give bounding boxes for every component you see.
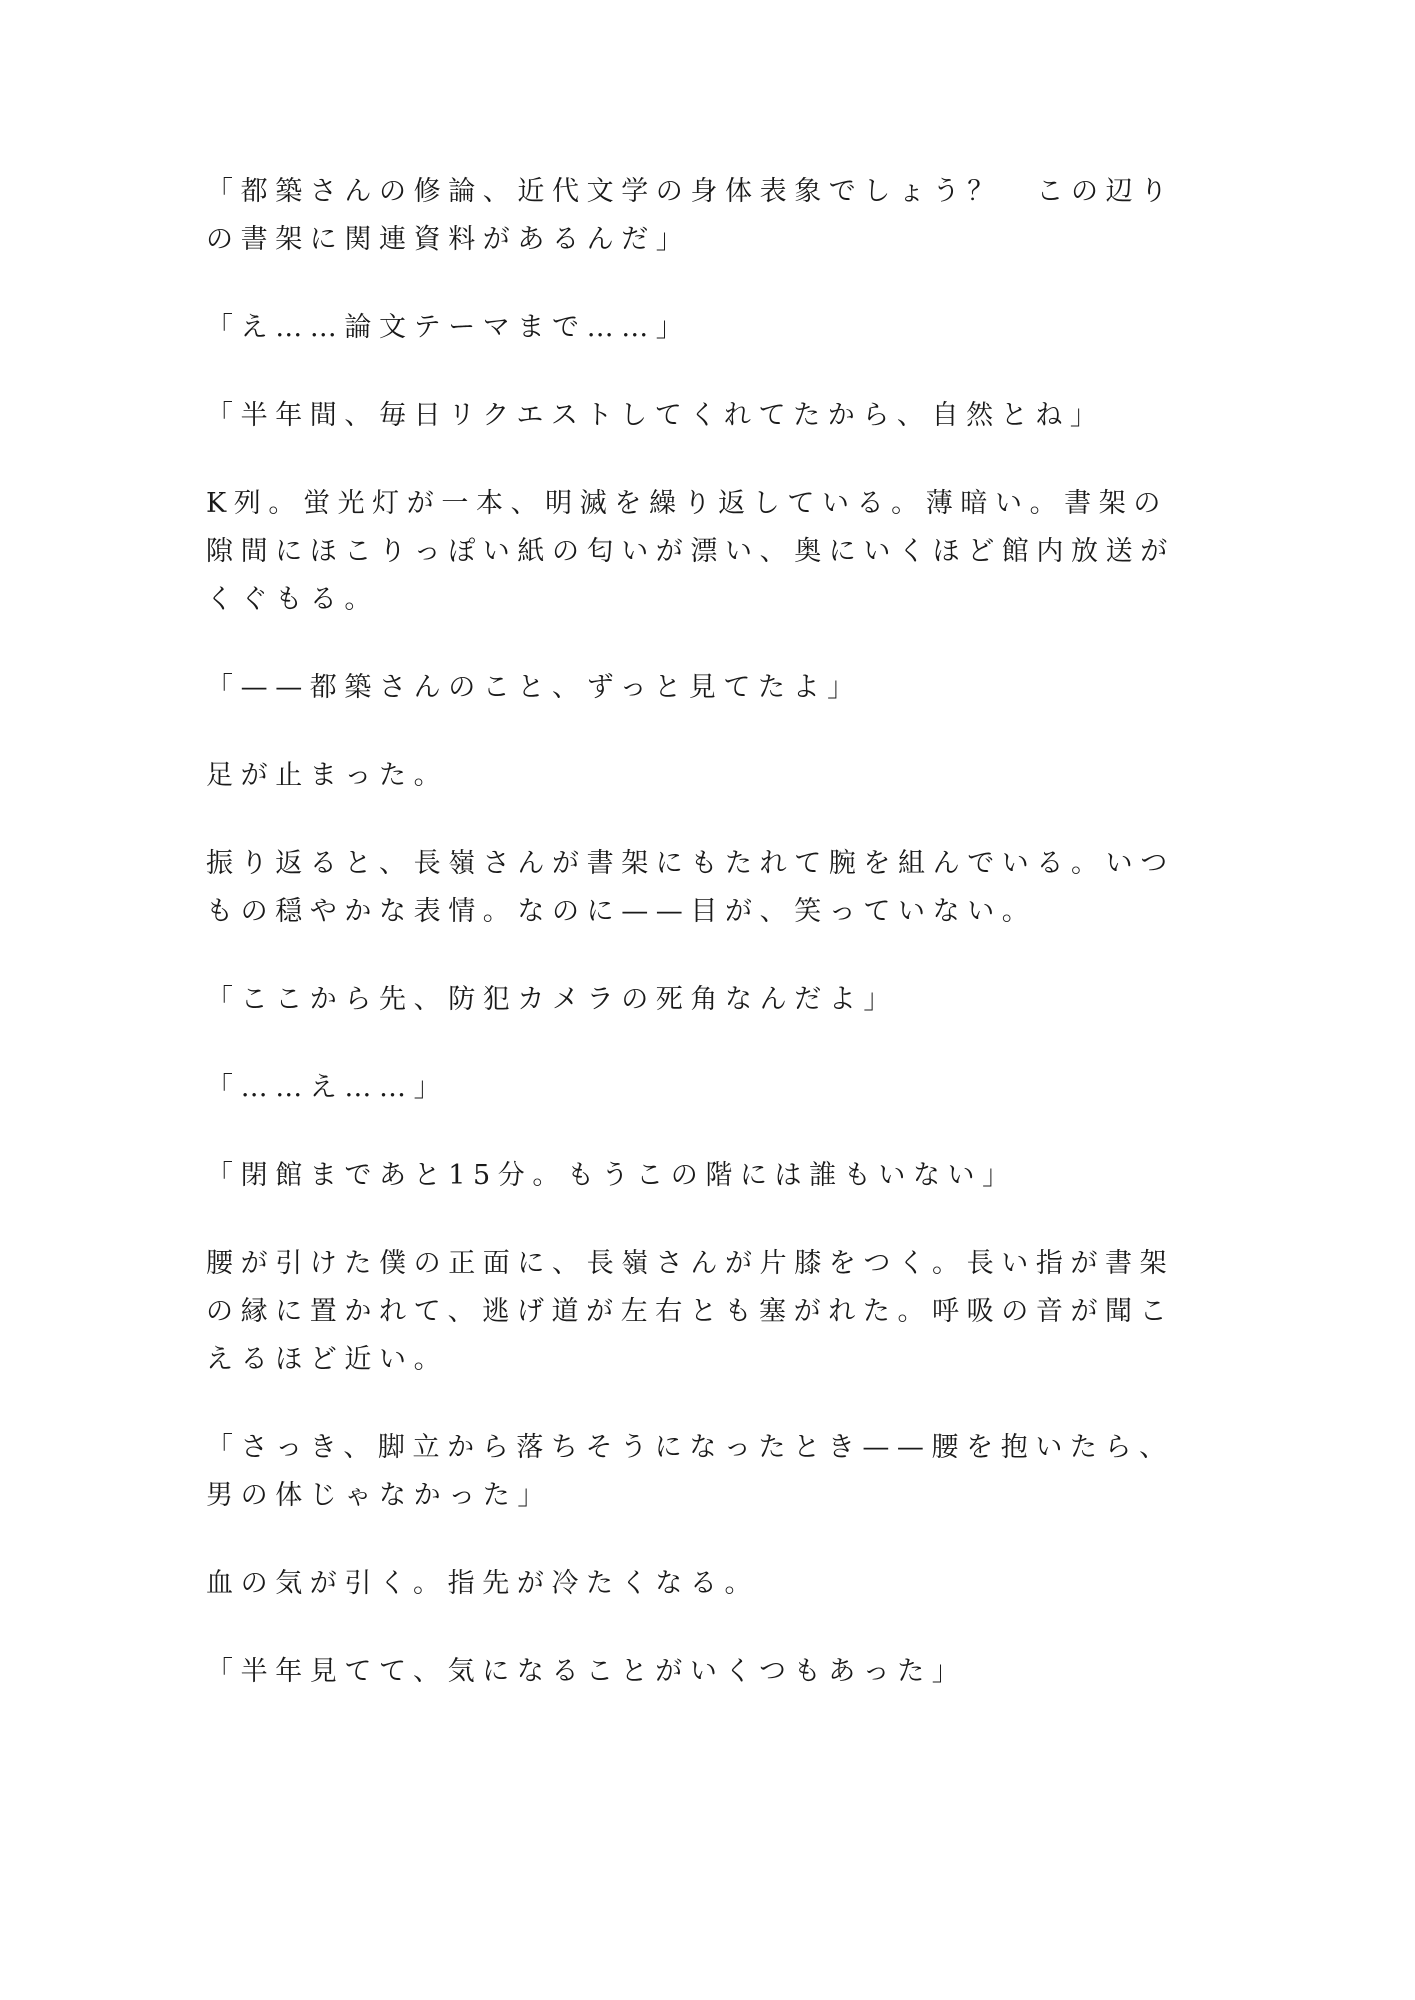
paragraph-14: 「半年見てて、気になることがいくつもあった」	[206, 1656, 967, 1687]
paragraph-11: 腰が引けた僕の正面に、長嶺さんが片膝をつく。長い指が書架の縁に置かれて、逃げ道が左右とも塞がれた。呼吸の音が聞こえるほど近い。	[206, 1248, 1175, 1375]
paragraph-13: 血の気が引く。指先が冷たくなる。	[206, 1568, 760, 1599]
paragraph-3: 「半年間、毎日リクエストしてくれてたから、自然とね」	[206, 400, 1105, 431]
paragraph-4: K列。蛍光灯が一本、明滅を繰り返している。薄暗い。書架の隙間にほこりっぽい紙の匂いが漂い、奥にいくほど館内放送がくぐもる。	[206, 488, 1175, 615]
paragraph-10: 「閉館まであと15分。もうこの階には誰もいない」	[206, 1160, 1017, 1191]
paragraph-1: 「都築さんの修論、近代文学の身体表象でしょう？ この辺りの書架に関連資料があるんだ」	[206, 176, 1175, 255]
paragraph-2: 「え……論文テーマまで……」	[206, 312, 691, 343]
paragraph-9: 「……え……」	[206, 1072, 449, 1103]
paragraph-6: 足が止まった。	[206, 760, 449, 791]
paragraph-7: 振り返ると、長嶺さんが書架にもたれて腕を組んでいる。いつもの穏やかな表情。なのに——目が、笑っていない。	[206, 848, 1175, 927]
paragraph-12: 「さっき、脚立から落ちそうになったとき——腰を抱いたら、男の体じゃなかった」	[206, 1432, 1174, 1511]
paragraph-8: 「ここから先、防犯カメラの死角なんだよ」	[206, 984, 898, 1015]
paragraph-5: 「——都築さんのこと、ずっと見てたよ」	[206, 672, 862, 703]
body-text	[206, 168, 1186, 1736]
